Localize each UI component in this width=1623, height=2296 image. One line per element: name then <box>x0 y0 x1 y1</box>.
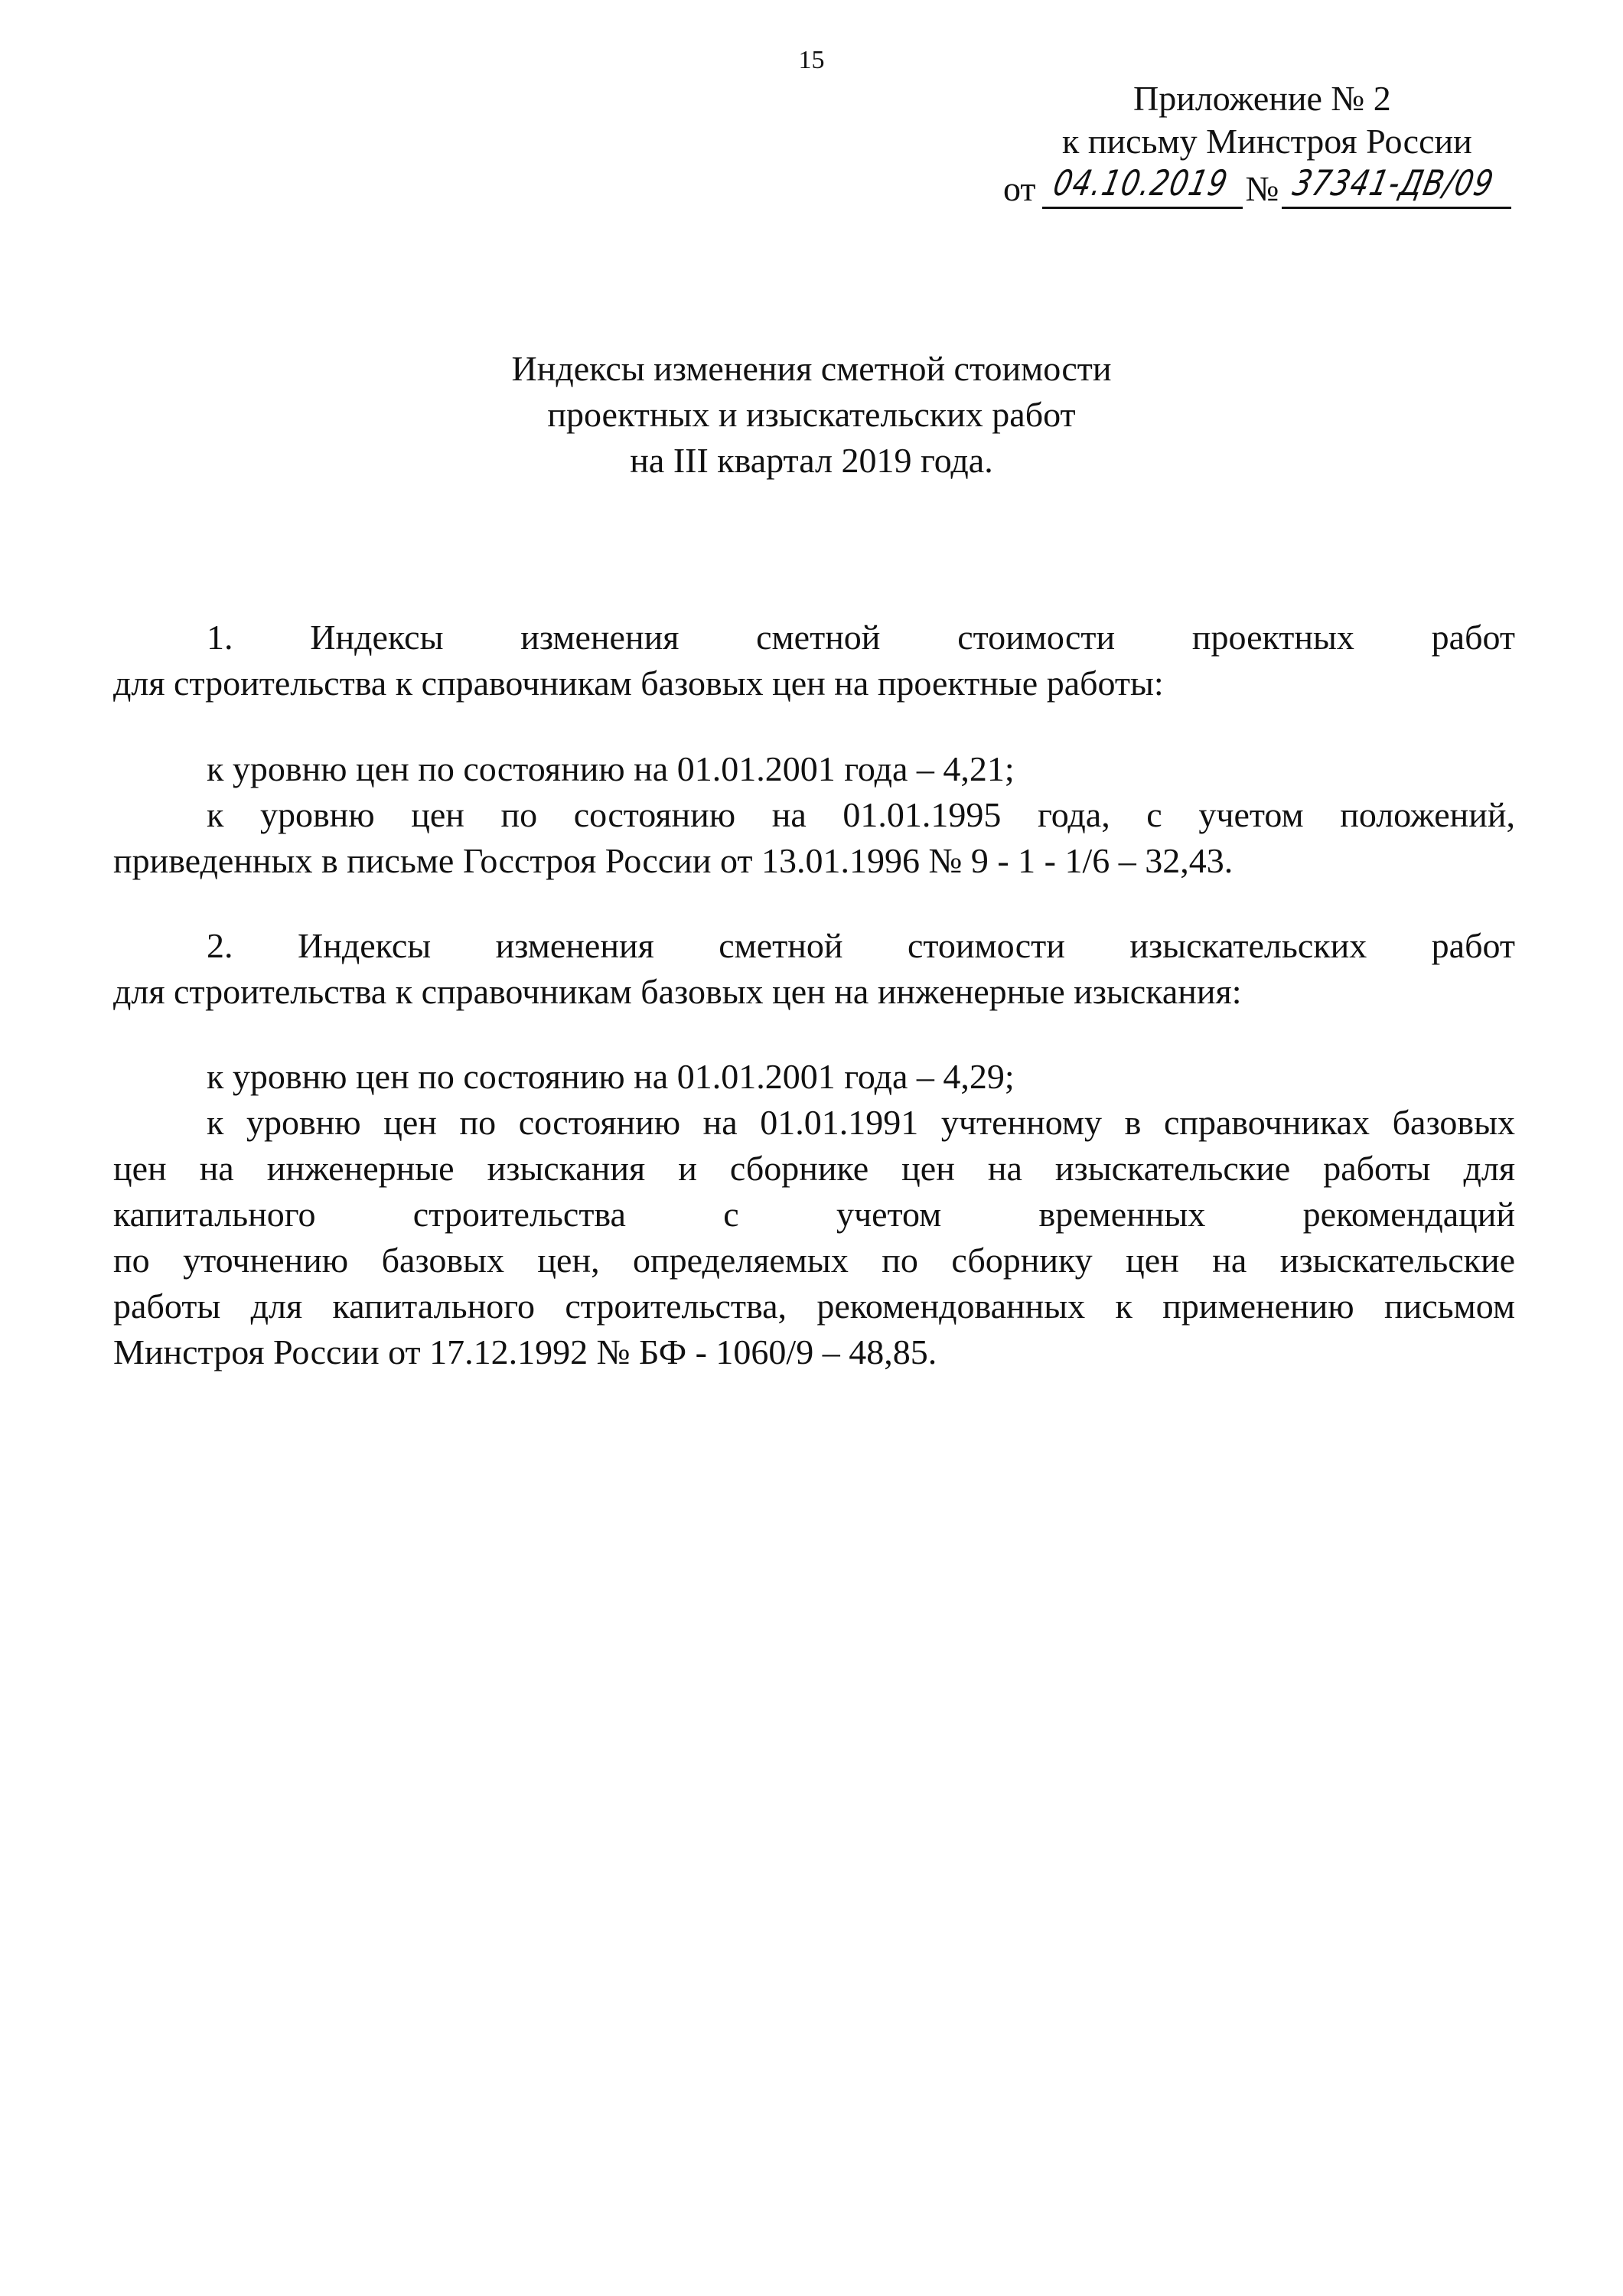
text-line: Минстроя России от 17.12.1992 № БФ - 1060/9 – 48,85. <box>113 1332 937 1371</box>
title-line: Индексы изменения сметной стоимости <box>511 349 1112 388</box>
text-line: для строительства к справочникам базовых цен на инженерные изыскания: <box>113 972 1242 1011</box>
date-field <box>1042 162 1243 209</box>
section-2-items <box>113 1054 1515 1375</box>
text-line: приведенных в письме Госстроя России от 13.01.1996 № 9 - 1 - 1/6 – 32,43. <box>113 841 1234 880</box>
section-1-items <box>113 746 1515 884</box>
page-number: 15 <box>798 46 825 74</box>
letter-date-number <box>1003 162 1511 209</box>
index-item: к уровню цен по состоянию на 01.01.2001 года – 4,29; <box>207 1057 1015 1096</box>
letter-reference: к письму Минстроя России <box>1062 122 1472 161</box>
text-line: капитального строительства с учетом временных рекомендаций <box>113 1195 1515 1234</box>
date-prefix: от <box>1003 169 1036 208</box>
text-line: работы для капитального строительства, рекомендованных к применению письмом <box>113 1287 1515 1326</box>
text-line: 1. Индексы изменения сметной стоимости проектных работ <box>207 618 1515 657</box>
section-2-heading <box>113 923 1515 1015</box>
text-line: 2. Индексы изменения сметной стоимости изыскательских работ <box>207 926 1515 965</box>
title-line: на III квартал 2019 года. <box>630 441 993 480</box>
text-line: по уточнению базовых цен, определяемых по сборнику цен на изыскательские <box>113 1241 1515 1280</box>
index-item: к уровню цен по состоянию на 01.01.1995 года, с учетом положений, <box>207 795 1515 834</box>
section-1-heading <box>113 615 1515 706</box>
text-line: цен на инженерные изыскания и сборнике цен на изыскательские работы для <box>113 1149 1515 1188</box>
number-prefix: № <box>1245 169 1279 208</box>
handwritten-number: 37341-ДВ/09 <box>1289 162 1499 204</box>
appendix-label: Приложение № 2 <box>1133 79 1391 118</box>
handwritten-date: 04.10.2019 <box>1049 162 1232 204</box>
text-line: для строительства к справочникам базовых цен на проектные работы: <box>113 664 1164 703</box>
index-item: к уровню цен по состоянию на 01.01.1991 учтенному в справочниках базовых <box>207 1103 1515 1142</box>
number-field <box>1282 162 1511 209</box>
title-line: проектных и изыскательских работ <box>547 395 1076 434</box>
document-title <box>0 346 1623 484</box>
index-item: к уровню цен по состоянию на 01.01.2001 года – 4,21; <box>207 749 1015 788</box>
